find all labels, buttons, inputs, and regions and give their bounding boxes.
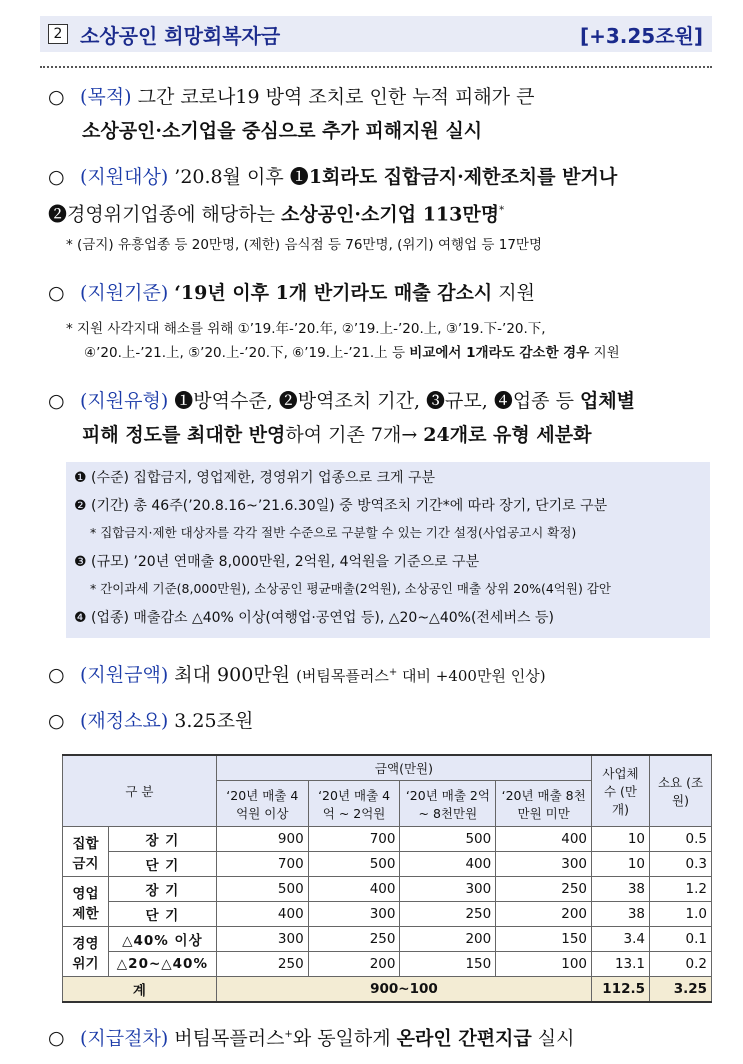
purpose-label: (목적) [80,86,132,108]
types-item-3: ❸ (규모) ’20년 연매출 8,000만원, 2억원, 4억원을 기준으로 구분 [74,554,480,570]
support-amount-table [62,754,712,1003]
table-header-cost: 소요 (조원) [650,755,712,827]
purpose-line2: 소상공인·소기업을 중심으로 추가 피해지원 실시 [82,120,483,142]
target-paragraph [48,160,728,231]
target-line2b: 소상공인·소기업 113만명 [281,203,500,226]
criteria-label: (지원기준) [80,282,169,304]
table-total-row: 계 900~100 112.5 3.25 [63,977,712,1003]
amount-text: 최대 900만원 [174,664,291,686]
types-item-2-note: * 집합금지·제한 대상자를 각각 절반 수준으로 구분할 수 있는 기간 설정(사업공고시 확정) [90,525,577,540]
criteria-note2: ④’20.上-’21.上, ⑤’20.上-’20.下, ⑥’19.上-’21.上 등 비교에서 1개라도 감소한 경우 지원 [84,345,620,361]
group-label: 경영 위기 [63,927,109,977]
types-item-2: ❷ (기간) 총 46주(’20.8.16~’21.6.30일) 중 방역조치 기간*에 따라 장기, 단기로 구분 [74,498,608,514]
table-header-amount: 금액(만원) [216,755,591,781]
types-item-1: ❶ (수준) 집합금지, 영업제한, 경영위기 업종으로 크게 구분 [74,470,436,486]
target-line1a: ’20.8월 이후 [174,166,290,188]
table-col-3: ‘20년 매출 2억 ~ 8천만원 [400,781,496,827]
target-line1b: 1회라도 집합금지·제한조치를 받거나 [308,166,618,188]
section-amount: [+3.25조원] [579,24,703,48]
types-line1a: ❶방역수준, ❷방역조치 기간, ❸규모, ❹업종 등 [168,390,580,412]
number-one-icon: ❶ [289,166,309,188]
criteria-paragraph [48,276,728,310]
bullet-icon: ○ [48,710,65,732]
procedure-label: (지급절차) [80,1027,169,1050]
purpose-paragraph [48,80,728,148]
bullet-icon: ○ [48,390,65,412]
bullet-icon: ○ [48,282,65,304]
budget-paragraph [48,704,728,738]
criteria-note1: * 지원 사각지대 해소를 위해 ①’19.年-’20.年, ②’19.上-’20.上, ③’19.下-’20.下, [66,321,546,337]
criteria-line1: ‘19년 이후 1개 반기라도 매출 감소시 [174,282,493,304]
bullet-icon: ○ [48,166,65,188]
purpose-line1: 그간 코로나19 방역 조치로 인한 누적 피해가 큰 [137,86,535,108]
budget-label: (재정소요) [80,710,169,732]
table-row: 집합 금지 장 기 900 700 500 400 10 0.5 [63,827,712,852]
section-title: 소상공인 희망회복자금 [80,24,281,48]
types-line1b: 업체별 [579,390,636,412]
amount-label: (지원금액) [80,664,169,686]
table-row: 영업 제한 장 기 500 400 300 250 38 1.2 [63,877,712,902]
types-line2c: 24개로 유형 세분화 [423,424,592,446]
table-row: 단 기 400 300 250 200 38 1.0 [63,902,712,927]
number-two-icon: ❷ [48,203,68,226]
types-line2a: 피해 정도를 최대한 반영 [82,424,286,446]
types-item-3-note: * 간이과세 기준(8,000만원), 소상공인 평균매출(2억원), 소상공인 매출 상위 20%(4억원) 감안 [90,581,611,596]
criteria-line1b: 지원 [492,282,535,304]
target-footnote-mark: * [499,205,505,216]
bullet-icon: ○ [48,664,65,686]
table-col-4: ‘20년 매출 8천만원 미만 [496,781,592,827]
amount-paragraph [48,656,728,693]
table-col-2: ‘20년 매출 4억 ~ 2억원 [308,781,400,827]
section-number: 2 [48,24,68,44]
bullet-icon: ○ [48,1027,65,1050]
table-row: 경영 위기 △40% 이상 300 250 200 150 3.4 0.1 [63,927,712,952]
types-line2b: 하여 기존 7개→ [285,424,424,446]
table-row: 단 기 700 500 400 300 10 0.3 [63,852,712,877]
table-col-1: ‘20년 매출 4억원 이상 [216,781,308,827]
target-note: * (금지) 유흥업종 등 20만명, (제한) 음식점 등 76만명, (위기) 여행업 등 17만명 [66,237,542,253]
types-label: (지원유형) [80,390,169,412]
table-header-category: 구 분 [63,755,217,827]
types-item-4: ❹ (업종) 매출감소 △40% 이상(여행업·공연업 등), △20~△40%(전세버스 등) [74,610,554,626]
divider [40,66,712,68]
group-label: 영업 제한 [63,877,109,927]
group-label: 집합 금지 [63,827,109,877]
table-header-count: 사업체 수 (만개) [592,755,650,827]
table-row: △20~△40% 250 200 150 100 13.1 0.2 [63,952,712,977]
target-label: (지원대상) [80,166,169,188]
budget-text: 3.25조원 [174,710,254,732]
procedure-paragraph: ○ (지급절차) 버팀목플러스+와 동일하게 온라인 간편지급 실시 [48,1018,728,1055]
target-line2a: 경영위기업종에 해당하는 [67,203,281,226]
amount-note: (버팀목플러스+ 대비 +400만원 인상) [296,667,546,685]
bullet-icon: ○ [48,86,65,108]
types-paragraph [48,384,728,452]
